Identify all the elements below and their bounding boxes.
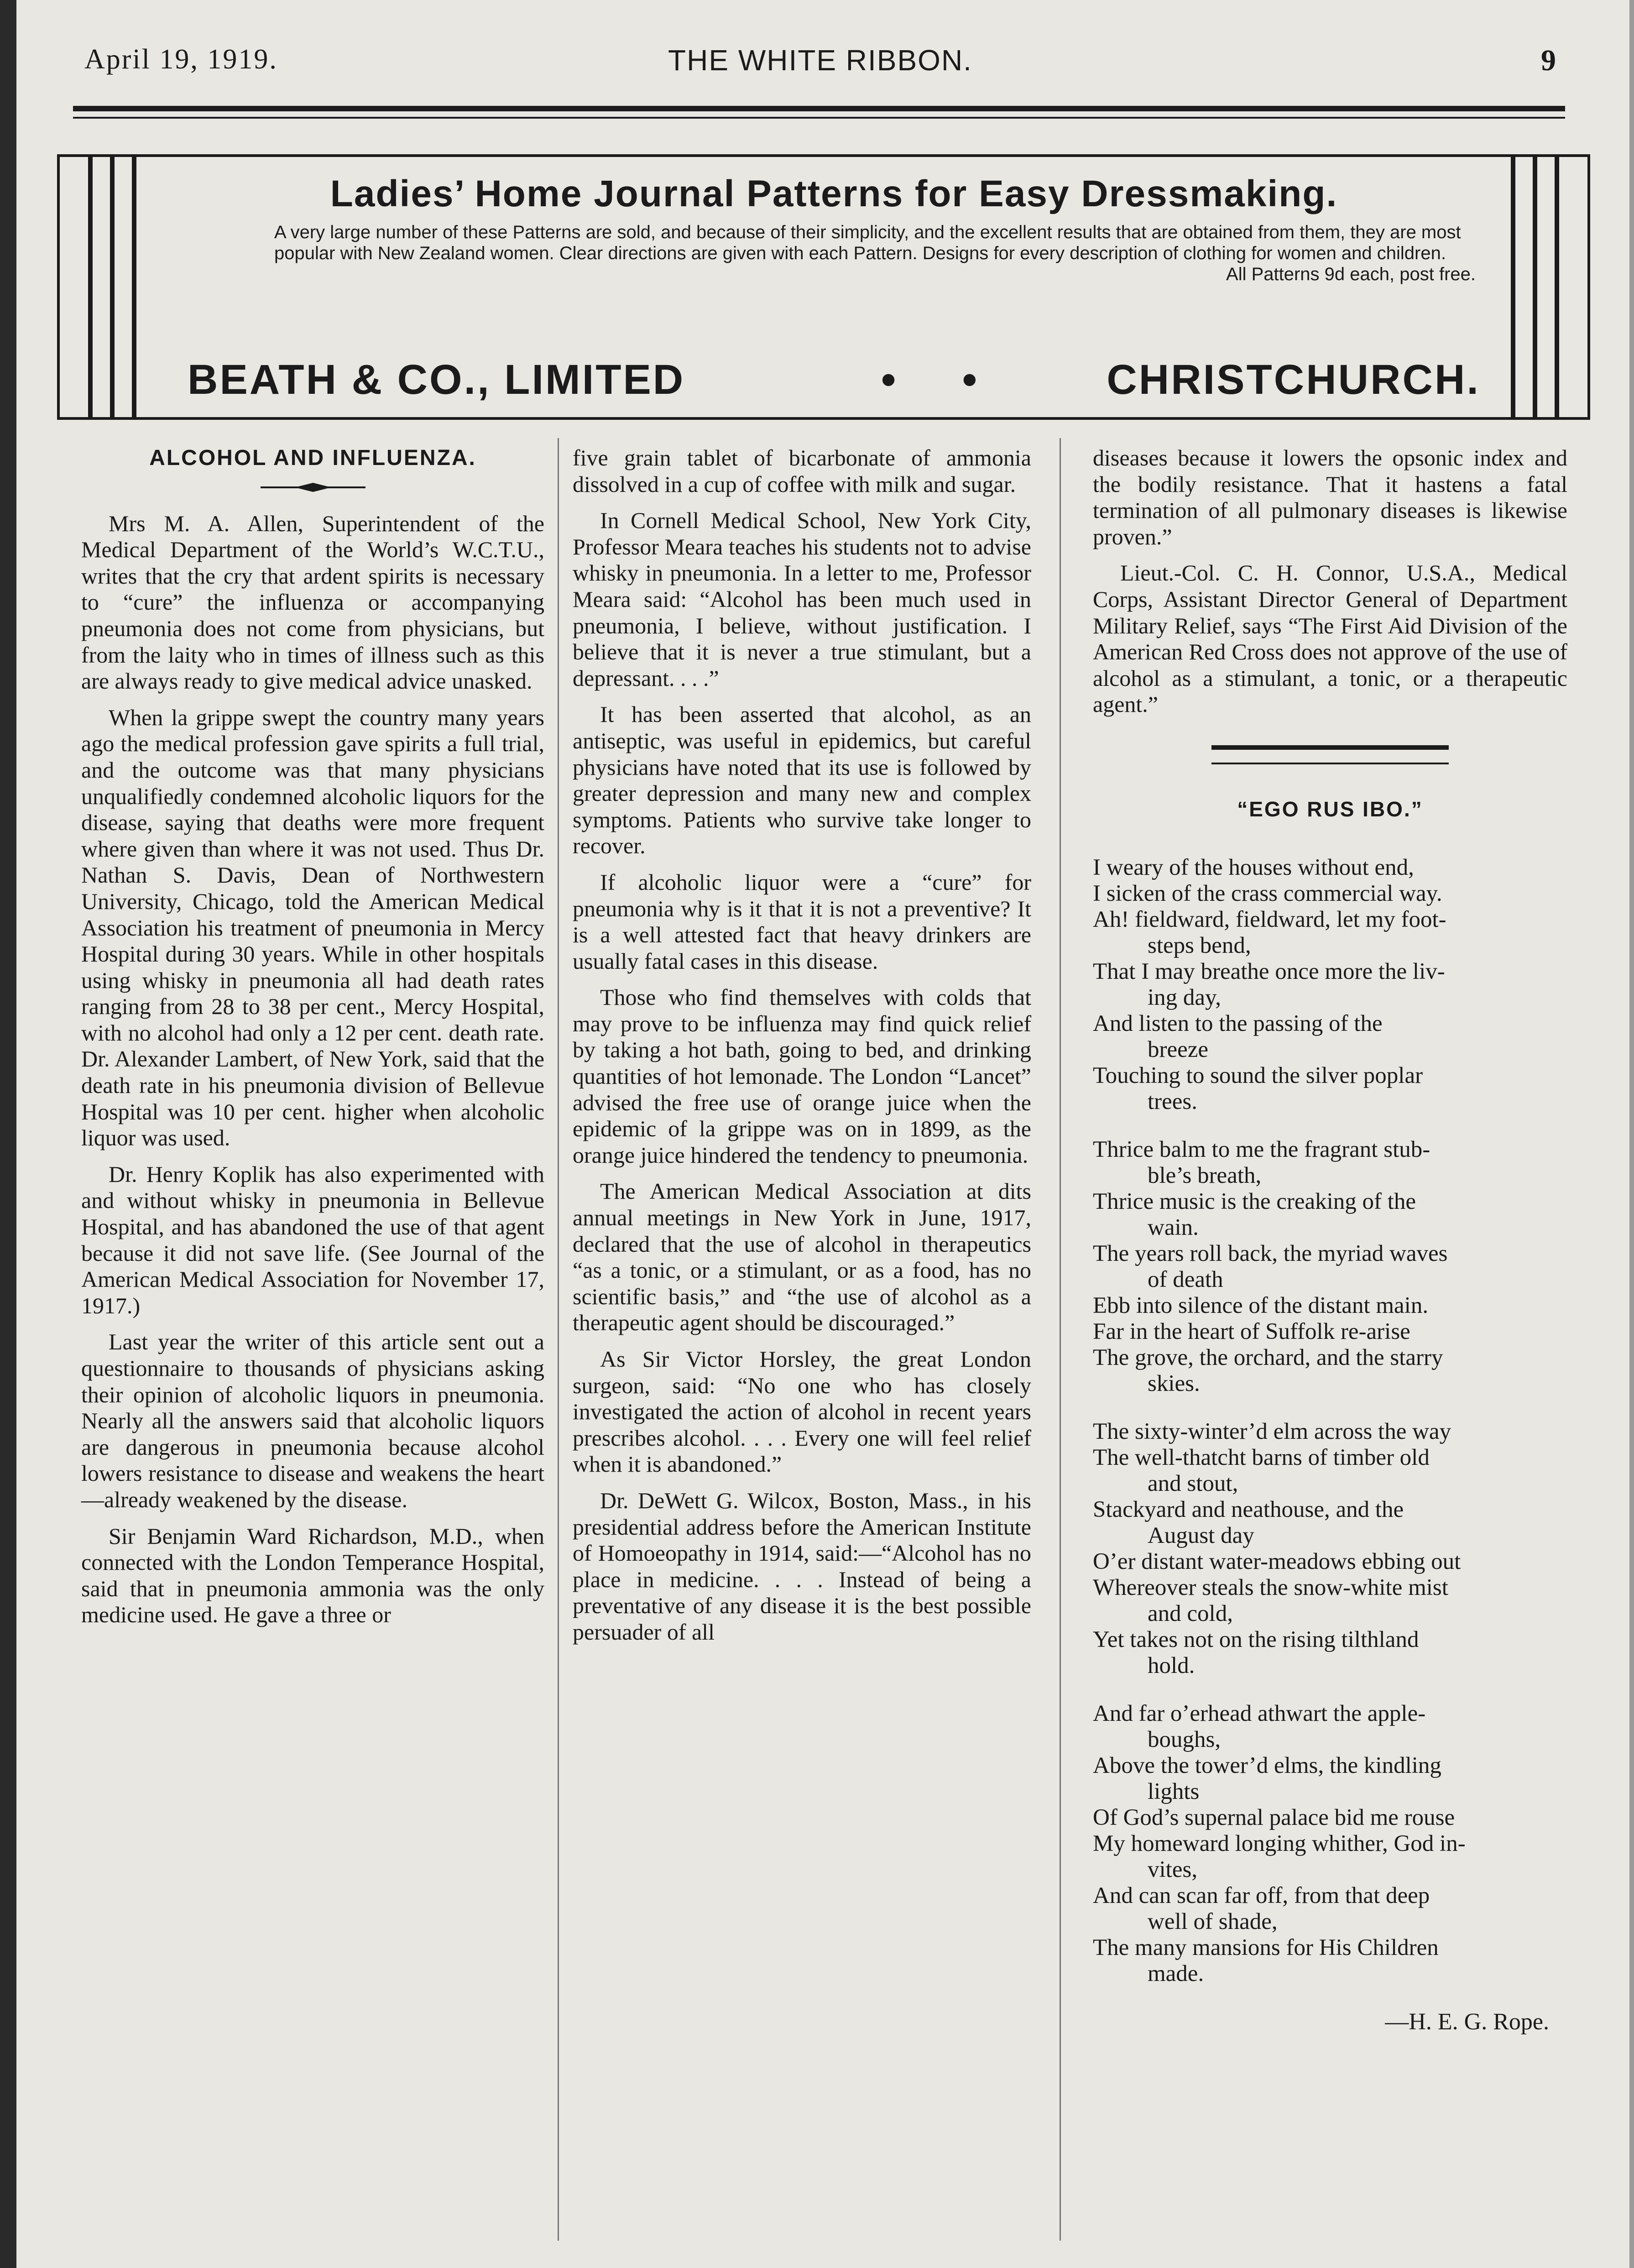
poem-line: ing day,	[1148, 984, 1221, 1010]
poem-line: Ebb into silence of the distant main.	[1093, 1292, 1429, 1318]
poem-line: and cold,	[1148, 1600, 1233, 1626]
advertisement-box	[57, 154, 1590, 420]
ad-border-bar	[1511, 157, 1515, 417]
poem-line: skies.	[1148, 1370, 1200, 1396]
poem-line: Of God’s supernal palace bid me rouse	[1093, 1804, 1455, 1830]
poem-line: The sixty-winter’d elm across the way	[1093, 1418, 1451, 1444]
dash-ornament-icon	[256, 481, 370, 494]
poem-line: Stackyard and neathouse, and the	[1093, 1496, 1404, 1522]
ad-price: All Patterns 9d each, post free.	[1226, 264, 1476, 284]
article-paragraph: The American Medical Association at dits annual meetings in New York in June, 1917, declared that the use of alcohol in therapeutics “as a tonic, or a stimulant, or as a food, has no scientific basis,” and “the use of alcohol as a therapeutic agent should be discouraged.”	[573, 1178, 1031, 1336]
page-number: 9	[1541, 44, 1556, 77]
ad-footer	[188, 356, 1480, 406]
poem-line: I sicken of the crass commercial way.	[1093, 880, 1442, 906]
poem-line: And can scan far off, from that deep	[1093, 1882, 1430, 1908]
poem-line: breeze	[1148, 1036, 1209, 1062]
ad-border-bar	[1555, 157, 1559, 417]
poem-line: lights	[1148, 1778, 1200, 1804]
poem-line: boughs,	[1148, 1726, 1221, 1752]
poem-line: The well-thatcht barns of timber old	[1093, 1444, 1430, 1470]
poem-stanza	[1093, 1137, 1567, 1397]
scan-edge-right	[1629, 0, 1634, 2268]
ad-company-name: BEATH & CO., LIMITED	[188, 356, 685, 403]
poem-line: of death	[1148, 1266, 1223, 1292]
poem-line: vites,	[1148, 1856, 1198, 1882]
poem-line: The grove, the orchard, and the starry	[1093, 1344, 1443, 1370]
article-paragraph: It has been asserted that alcohol, as an antiseptic, was useful in epidemics, but careful physicians have noted that its use is followed by greater depression and many new and complex symptoms. Patients who survive take longer to recover.	[573, 701, 1031, 859]
article-paragraph: Mrs M. A. Allen, Superintendent of the Medical Department of the World’s W.C.T.U., writes that the cry that ardent spirits is necessary to “cure” the influenza or accompanying pneumonia does not come from physicians, but from the laity who in times of illness such as this are always ready to give medical advice unasked.	[81, 510, 544, 694]
poem-line: Whereover steals the snow-white mist	[1093, 1574, 1448, 1600]
poem-line: Thrice music is the creaking of the	[1093, 1188, 1416, 1214]
poem-line: The many mansions for His Children	[1093, 1934, 1439, 1960]
column-2	[573, 445, 1031, 1656]
issue-date: April 19, 1919.	[84, 44, 278, 75]
column-rule	[1060, 438, 1061, 2241]
article-paragraph: As Sir Victor Horsley, the great London surgeon, said: “No one who has closely investigated the action of alcohol in recent years prescribes alcohol. . . . Every one will feel relief when it is abandoned.”	[573, 1346, 1031, 1477]
poem-line: steps bend,	[1148, 932, 1251, 958]
poem-line: O’er distant water-meadows ebbing out	[1093, 1548, 1461, 1574]
poem-line: and stout,	[1148, 1470, 1238, 1496]
poem-line: Touching to sound the silver poplar	[1093, 1062, 1423, 1088]
article-paragraph: Lieut.-Col. C. H. Connor, U.S.A., Medical Corps, Assistant Director General of Department Military Relief, says “The First Aid Division of the American Red Cross does not approve of the use of alcohol as a stimulant, a tonic, or a therapeutic agent.”	[1093, 560, 1567, 717]
poem-line: That I may breathe once more the liv-	[1093, 958, 1445, 984]
publication-title: THE WHITE RIBBON.	[668, 44, 972, 77]
poem-body	[1093, 855, 1567, 1987]
article-paragraph: Sir Benjamin Ward Richardson, M.D., when connected with the London Temperance Hospital, said that in pneumonia ammonia was the only medicine used. He gave a three or	[81, 1523, 544, 1628]
header-rule-thick	[73, 106, 1565, 111]
poem-stanza	[1093, 1701, 1567, 1987]
poem-line: The years roll back, the myriad waves	[1093, 1240, 1448, 1266]
article-paragraph: Last year the writer of this article sent out a questionnaire to thousands of physicians asking their opinion of alcoholic liquors in pneumonia. Nearly all the answers said that alcoholic liquors are dangerous in pneumonia because alcohol lowers resistance to disease and weakens the heart—already weakened by the disease.	[81, 1329, 544, 1512]
poem-line: And listen to the passing of the	[1093, 1010, 1383, 1036]
column-3	[1093, 445, 1567, 2035]
poem-line: Thrice balm to me the fragrant stub-	[1093, 1136, 1430, 1162]
poem-author: —H. E. G. Rope.	[1385, 2008, 1549, 2035]
section-rule-thin	[1211, 763, 1449, 764]
poem-line: My homeward longing whither, God in-	[1093, 1830, 1466, 1856]
article-paragraph: five grain tablet of bicarbonate of ammonia dissolved in a cup of coffee with milk and sugar.	[573, 445, 1031, 497]
poem-line: Yet takes not on the rising tilthland	[1093, 1626, 1419, 1652]
scan-edge-left	[0, 0, 16, 2268]
ad-border-bar	[132, 157, 136, 417]
poem-stanza	[1093, 1419, 1567, 1679]
ad-border-bar	[1533, 157, 1537, 417]
section-rule-thick	[1211, 745, 1449, 750]
article-title: ALCOHOL AND INFLUENZA.	[149, 446, 476, 470]
article-paragraph: Dr. DeWett G. Wilcox, Boston, Mass., in his presidential address before the American Institute of Homoeopathy in 1914, said:—“Alcohol has no place in medicine. . . . Instead of being a preventative of any disease it is the best possible persuader of all	[573, 1487, 1031, 1645]
poem-line: Above the tower’d elms, the kindling	[1093, 1752, 1441, 1778]
ad-headline: Ladies’ Home Journal Patterns for Easy Dressmaking.	[330, 173, 1338, 214]
article-paragraph: In Cornell Medical School, New York City, Professor Meara teaches his students not to advise whisky in pneumonia. In a letter to me, Professor Meara said: “Alcohol has been much used in pneumonia, I believe, without justification. I believe that it is never a true stimulant, but a depressant. . . .”	[573, 507, 1031, 691]
header-rule-thin	[73, 117, 1565, 119]
article-paragraph: Those who find themselves with colds that may prove to be influenza may find quick relief by taking a hot bath, going to bed, and drinking quantities of hot lemonade. The London “Lancet” advised the free use of orange juice when the epidemic of la grippe was on in 1899, as the orange juice hindered the tendency to pneumonia.	[573, 984, 1031, 1168]
poem-line: well of shade,	[1148, 1908, 1278, 1934]
poem-line: I weary of the houses without end,	[1093, 854, 1414, 880]
poem-stanza	[1093, 855, 1567, 1115]
article-paragraph: Dr. Henry Koplik has also experimented with and without whisky in pneumonia in Bellevue Hospital, and has abandoned the use of that agent because it did not save life. (See Journal of the American Medical Association for November 17, 1917.)	[81, 1161, 544, 1318]
ad-separator: • •	[881, 356, 1004, 403]
poem-line: August day	[1148, 1522, 1254, 1548]
ad-border-bar	[88, 157, 93, 417]
ad-border-bar	[110, 157, 115, 417]
poem-line: ble’s breath,	[1148, 1162, 1262, 1188]
poem-line: Far in the heart of Suffolk re-arise	[1093, 1318, 1410, 1344]
poem-line: made.	[1148, 1960, 1204, 1986]
poem-line: And far o’erhead athwart the apple-	[1093, 1700, 1426, 1726]
poem-line: wain.	[1148, 1214, 1199, 1240]
article-paragraph: When la grippe swept the country many years ago the medical profession gave spirits a full trial, and the outcome was that many physicians unqualifiedly condemned alcoholic liquors for the disease, saying that deaths were more frequent where given than where it was not used. Thus Dr. Nathan S. Davis, Dean of Northwestern University, Chicago, told the American Medical Association his treatment of pneumonia in Mercy Hospital during 30 years. While in other hospitals using whisky in pneumonia all had death rates ranging from 28 to 38 per cent., Mercy Hospital, with no alcohol had only a 12 per cent. death rate. Dr. Alexander Lambert, of New York, said that the death rate in his pneumonia division of Bellevue Hospital was 10 per cent. higher when alcoholic liquor was used.	[81, 704, 544, 1151]
column-rule	[558, 438, 559, 2241]
article-paragraph: diseases because it lowers the opsonic index and the bodily resistance. That it hastens a fatal termination of all pulmonary diseases is likewise proven.”	[1093, 445, 1567, 549]
poem-line: Ah! fieldward, fieldward, let my foot-	[1093, 906, 1446, 932]
ad-body-text: A very large number of these Patterns are sold, and because of their simplicity, and the excellent results that are obtained from them, they are most popular with New Zealand women. Clear directions are given with each Pattern. Designs for every description of clothing for women and children.	[274, 222, 1461, 263]
ad-city: CHRISTCHURCH.	[1107, 356, 1480, 403]
poem-title: “EGO RUS IBO.”	[1237, 797, 1423, 821]
running-head	[84, 43, 1556, 84]
column-1	[81, 445, 544, 1638]
poem-line: trees.	[1148, 1088, 1198, 1114]
article-paragraph: If alcoholic liquor were a “cure” for pneumonia why is it that it is not a preventive? It is a well attested fact that heavy drinkers are usually fatal cases in this disease.	[573, 869, 1031, 974]
poem-line: hold.	[1148, 1652, 1195, 1678]
